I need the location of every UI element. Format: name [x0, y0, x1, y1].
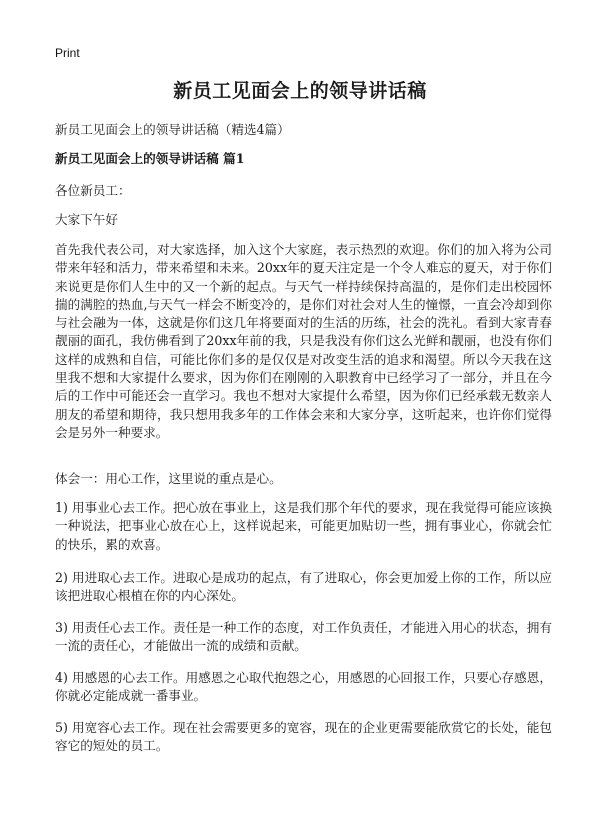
document-subtitle: 新员工见面会上的领导讲话稿（精选4篇） [55, 122, 290, 137]
document-title: 新员工见面会上的领导讲话稿 [173, 80, 427, 102]
print-link[interactable]: Print [55, 46, 80, 60]
list-item: 4) 用感恩的心去工作。用感恩之心取代抱怨之心，用感恩的心回报工作，只要心存感恩，你就必定能成就一番事业。 [55, 670, 552, 704]
list-item: 1) 用事业心去工作。把心放在事业上，这是我们那个年代的要求，现在我觉得可能应该换一种说法，把事业心放在心上，这样说起来，可能更加贴切一些，拥有事业心，你就会忙的快乐，累的欢喜。 [55, 500, 552, 552]
list-item: 2) 用进取心去工作。进取心是成功的起点，有了进取心，你会更加爱上你的工作，所以应该把进取心根植在你的内心深处。 [55, 570, 552, 604]
section-heading: 新员工见面会上的领导讲话稿 篇1 [55, 151, 245, 166]
list-item: 3) 用责任心去工作。责任是一种工作的态度，对工作负责任，才能进入用心的状态，拥有一流的责任心，才能做出一流的成绩和贡献。 [55, 620, 552, 654]
theme-heading: 体会一：用心工作，这里说的重点是心。 [55, 471, 282, 486]
hello-line: 大家下午好 [55, 212, 118, 227]
list-item: 5) 用宽容心去工作。现在社会需要更多的宽容，现在的企业更需要能欣赏它的长处，能包容它的短处的员工。 [55, 720, 552, 754]
greeting: 各位新员工： [55, 183, 131, 198]
intro-paragraph: 首先我代表公司，对大家选择，加入这个大家庭，表示热烈的欢迎。你们的加入将为公司带来年轻和活力，带来希望和未来。20xx年的夏天注定是一个令人难忘的夏天，对于你们来说更是你们人生中的又一个新的起点。与天气一样持续保持高温的，是你们走出校园怀揣的满腔的热血,与天气一样会不断变冷的，是你们对社会对人生的憧憬，一直会冷却到你与社会融为一体，这就是你们这几年将要面对的生活的历练，社会的洗礼。看到大家青春靓丽的面孔，我仿佛看到了20xx年前的我，只是我没有你们这么光鲜和靓丽，也没有你们这样的成熟和自信，可能比你们多的是仅仅是对改变生活的追求和渴望。所以今天我在这里我不想和大家提什么要求，因为你们在刚刚的入职教育中已经学习了一部分，并且在今后的工作中可能还会一直学习。我也不想对大家提什么希望，因为你们已经承载无数亲人朋友的希望和期待，我只想用我多年的工作体会来和大家分享，这听起来，也许你们觉得会是另外一种要求。 [55, 242, 552, 440]
